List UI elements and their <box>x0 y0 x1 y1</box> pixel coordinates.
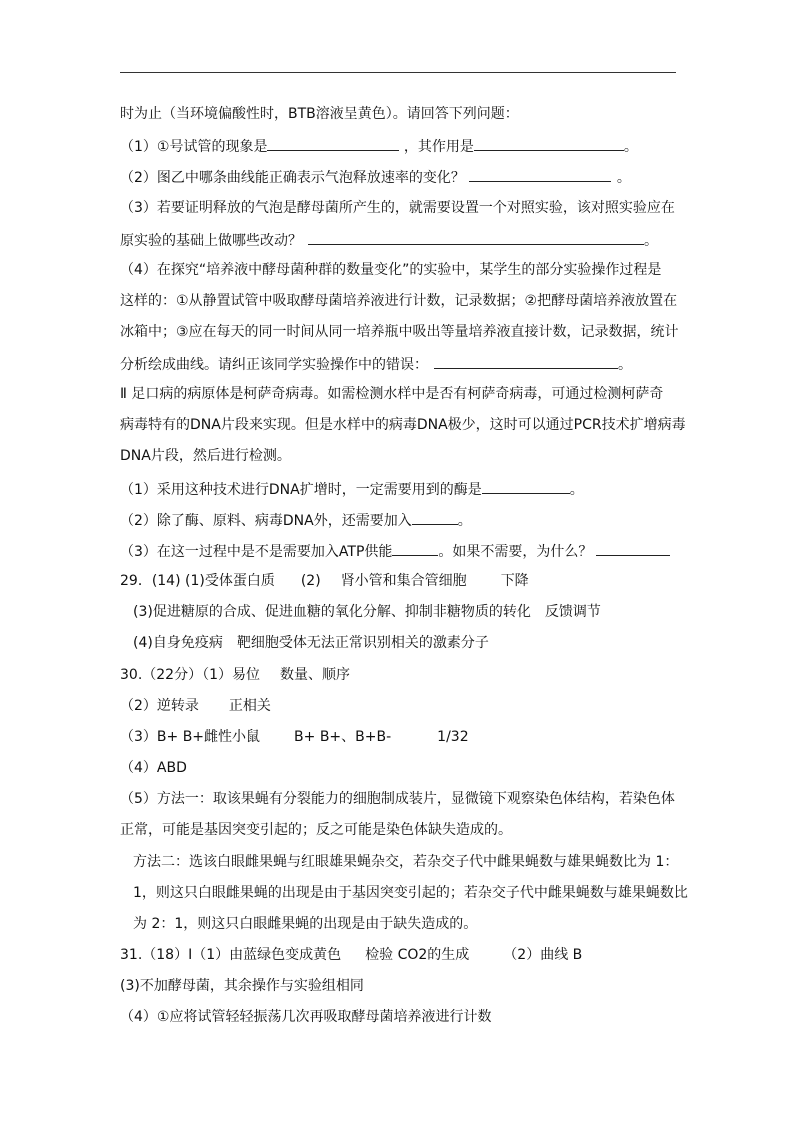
part2-q2 <box>120 509 472 531</box>
part2-line2: 病毒特有的DNA片段来实现。但是水样中的病毒DNA极少，这时可以通过PCR技术扩增病毒 <box>120 417 686 433</box>
part2-q3-text: （3）在这一过程中是不是需要加入ATP供能 <box>120 544 393 560</box>
ans30-m2b: 1，则这只白眼雌果蝇的出现是由于基因突变引起的；若杂交子代中雌果蝇数与雄果蝇数比 <box>133 885 688 901</box>
answer-blank <box>596 540 670 556</box>
q4-end: 。 <box>618 357 632 373</box>
q4-line2: 这样的：①从静置试管中吸取酵母菌培养液进行计数，记录数据；②把酵母菌培养液放置在 <box>120 293 678 309</box>
q1-text: （1）①号试管的现象是 <box>120 139 268 155</box>
ans29-part: (3)促进糖原的合成、促进血糖的氧化分解、抑制非糖物质的转化 <box>133 604 531 620</box>
q2-text: （2）图乙中哪条曲线能正确表示气泡释放速率的变化？ <box>120 170 465 186</box>
ans30-part: 正相关 <box>228 698 271 714</box>
ans31-part: 检验 CO2的生成 <box>365 947 470 963</box>
part2-q1-text: （1）采用这种技术进行DNA扩增时，一定需要用到的酶是 <box>120 482 482 498</box>
part2-q1 <box>120 478 584 500</box>
q2-end: 。 <box>616 170 631 186</box>
ans30-line3 <box>120 727 469 747</box>
ans30-part: （2）逆转录 <box>120 698 199 714</box>
ans30-part: 1/32 <box>437 729 469 745</box>
q3-line1: （3）若要证明释放的气泡是酵母菌所产生的，就需要设置一个对照实验，该对照实验应在 <box>120 200 675 216</box>
answer-blank <box>474 135 624 151</box>
ans29-part: (2) <box>300 573 321 589</box>
answer-blank <box>412 509 458 525</box>
q4-text: 分析绘成曲线。请纠正该同学实验操作中的错误： <box>120 357 428 373</box>
q1-text-b: ，其作用是 <box>403 139 474 155</box>
q4-line4 <box>120 353 632 375</box>
ans29-part: 肾小管和集合管细胞 <box>340 573 467 589</box>
q4-line1: （4）在探究“培养液中酵母菌种群的数量变化”的实验中，某学生的部分实验操作过程是 <box>120 262 662 278</box>
answer-blank <box>482 478 570 494</box>
ans30-m2a: 方法二：选该白眼雌果蝇与红眼雄果蝇杂交，若杂交子代中雌果蝇数与雄果蝇数比为 1： <box>133 854 679 870</box>
ans30-line4: （4）ABD <box>120 760 187 776</box>
ans29-part: (4)自身免疫病 <box>133 635 223 651</box>
header-rule <box>120 72 676 73</box>
ans29-line3 <box>133 633 489 653</box>
q1-end: 。 <box>623 139 638 155</box>
part2-line3: DNA片段，然后进行检测。 <box>120 448 291 464</box>
q1-line <box>120 135 638 157</box>
ans31-part: （2）曲线 B <box>503 947 583 963</box>
ans31-line2: (3)不加酵母菌，其余操作与实验组相同 <box>120 978 364 994</box>
ans30-part: （3）B+ B+雌性小鼠 <box>120 729 261 745</box>
q3-end: 。 <box>644 233 658 249</box>
answer-blank <box>469 166 611 182</box>
part2-q3 <box>120 540 670 562</box>
answer-blank <box>308 229 644 245</box>
part2-q2-text: （2）除了酶、原料、病毒DNA外，还需要加入 <box>120 513 412 529</box>
answer-blank <box>392 540 438 556</box>
answer-blank <box>267 135 399 151</box>
ans30-m1b: 正常，可能是基因突变引起的；反之可能是染色体缺失造成的。 <box>120 822 512 838</box>
q2-line <box>120 166 631 188</box>
q3-line2 <box>120 229 658 251</box>
ans30-part: 30.（22分）（1）易位 <box>120 667 260 683</box>
ans29-part: 靶细胞受体无法正常识别相关的激素分子 <box>236 635 489 651</box>
ans31-line3: （4）①应将试管轻轻振荡几次再吸取酵母菌培养液进行计数 <box>120 1009 492 1025</box>
ans31-line1 <box>120 945 582 965</box>
q3-text: 原实验的基础上做哪些改动？ <box>120 233 302 249</box>
ans29-part: 反馈调节 <box>544 604 601 620</box>
ans30-part: 数量、顺序 <box>280 667 350 683</box>
ans29-line1 <box>120 571 529 591</box>
part2-line1: Ⅱ 足口病的病原体是柯萨奇病毒。如需检测水样中是否有柯萨奇病毒，可通过检测柯萨奇 <box>120 386 664 402</box>
intro-line: 时为止（当环境偏酸性时，BTB溶液呈黄色）。请回答下列问题： <box>120 106 519 122</box>
ans30-m1a: （5）方法一：取该果蝇有分裂能力的细胞制成装片，显微镜下观察染色体结构，若染色体 <box>120 791 675 807</box>
ans30-line2 <box>120 696 271 716</box>
ans30-line1 <box>120 665 350 685</box>
ans29-part: 29．(14) (1)受体蛋白质 <box>120 573 275 589</box>
ans31-part: 31.（18）Ⅰ（1）由蓝绿色变成黄色 <box>120 947 342 963</box>
ans30-part: B+ B+、B+B- <box>294 729 392 745</box>
part2-q3-end: 。如果不需要，为什么？ <box>438 544 593 560</box>
part2-q2-end: 。 <box>457 513 472 529</box>
ans29-part: 下降 <box>500 573 529 589</box>
ans30-m2c: 为 2：1，则这只白眼雌果蝇的出现是由于缺失造成的。 <box>133 916 478 932</box>
part2-q1-end: 。 <box>569 482 584 498</box>
ans29-line2 <box>133 602 601 622</box>
q4-line3: 冰箱中；③应在每天的同一时间从同一培养瓶中吸出等量培养液直接计数，记录数据，统计 <box>120 324 679 340</box>
answer-blank <box>434 353 618 369</box>
